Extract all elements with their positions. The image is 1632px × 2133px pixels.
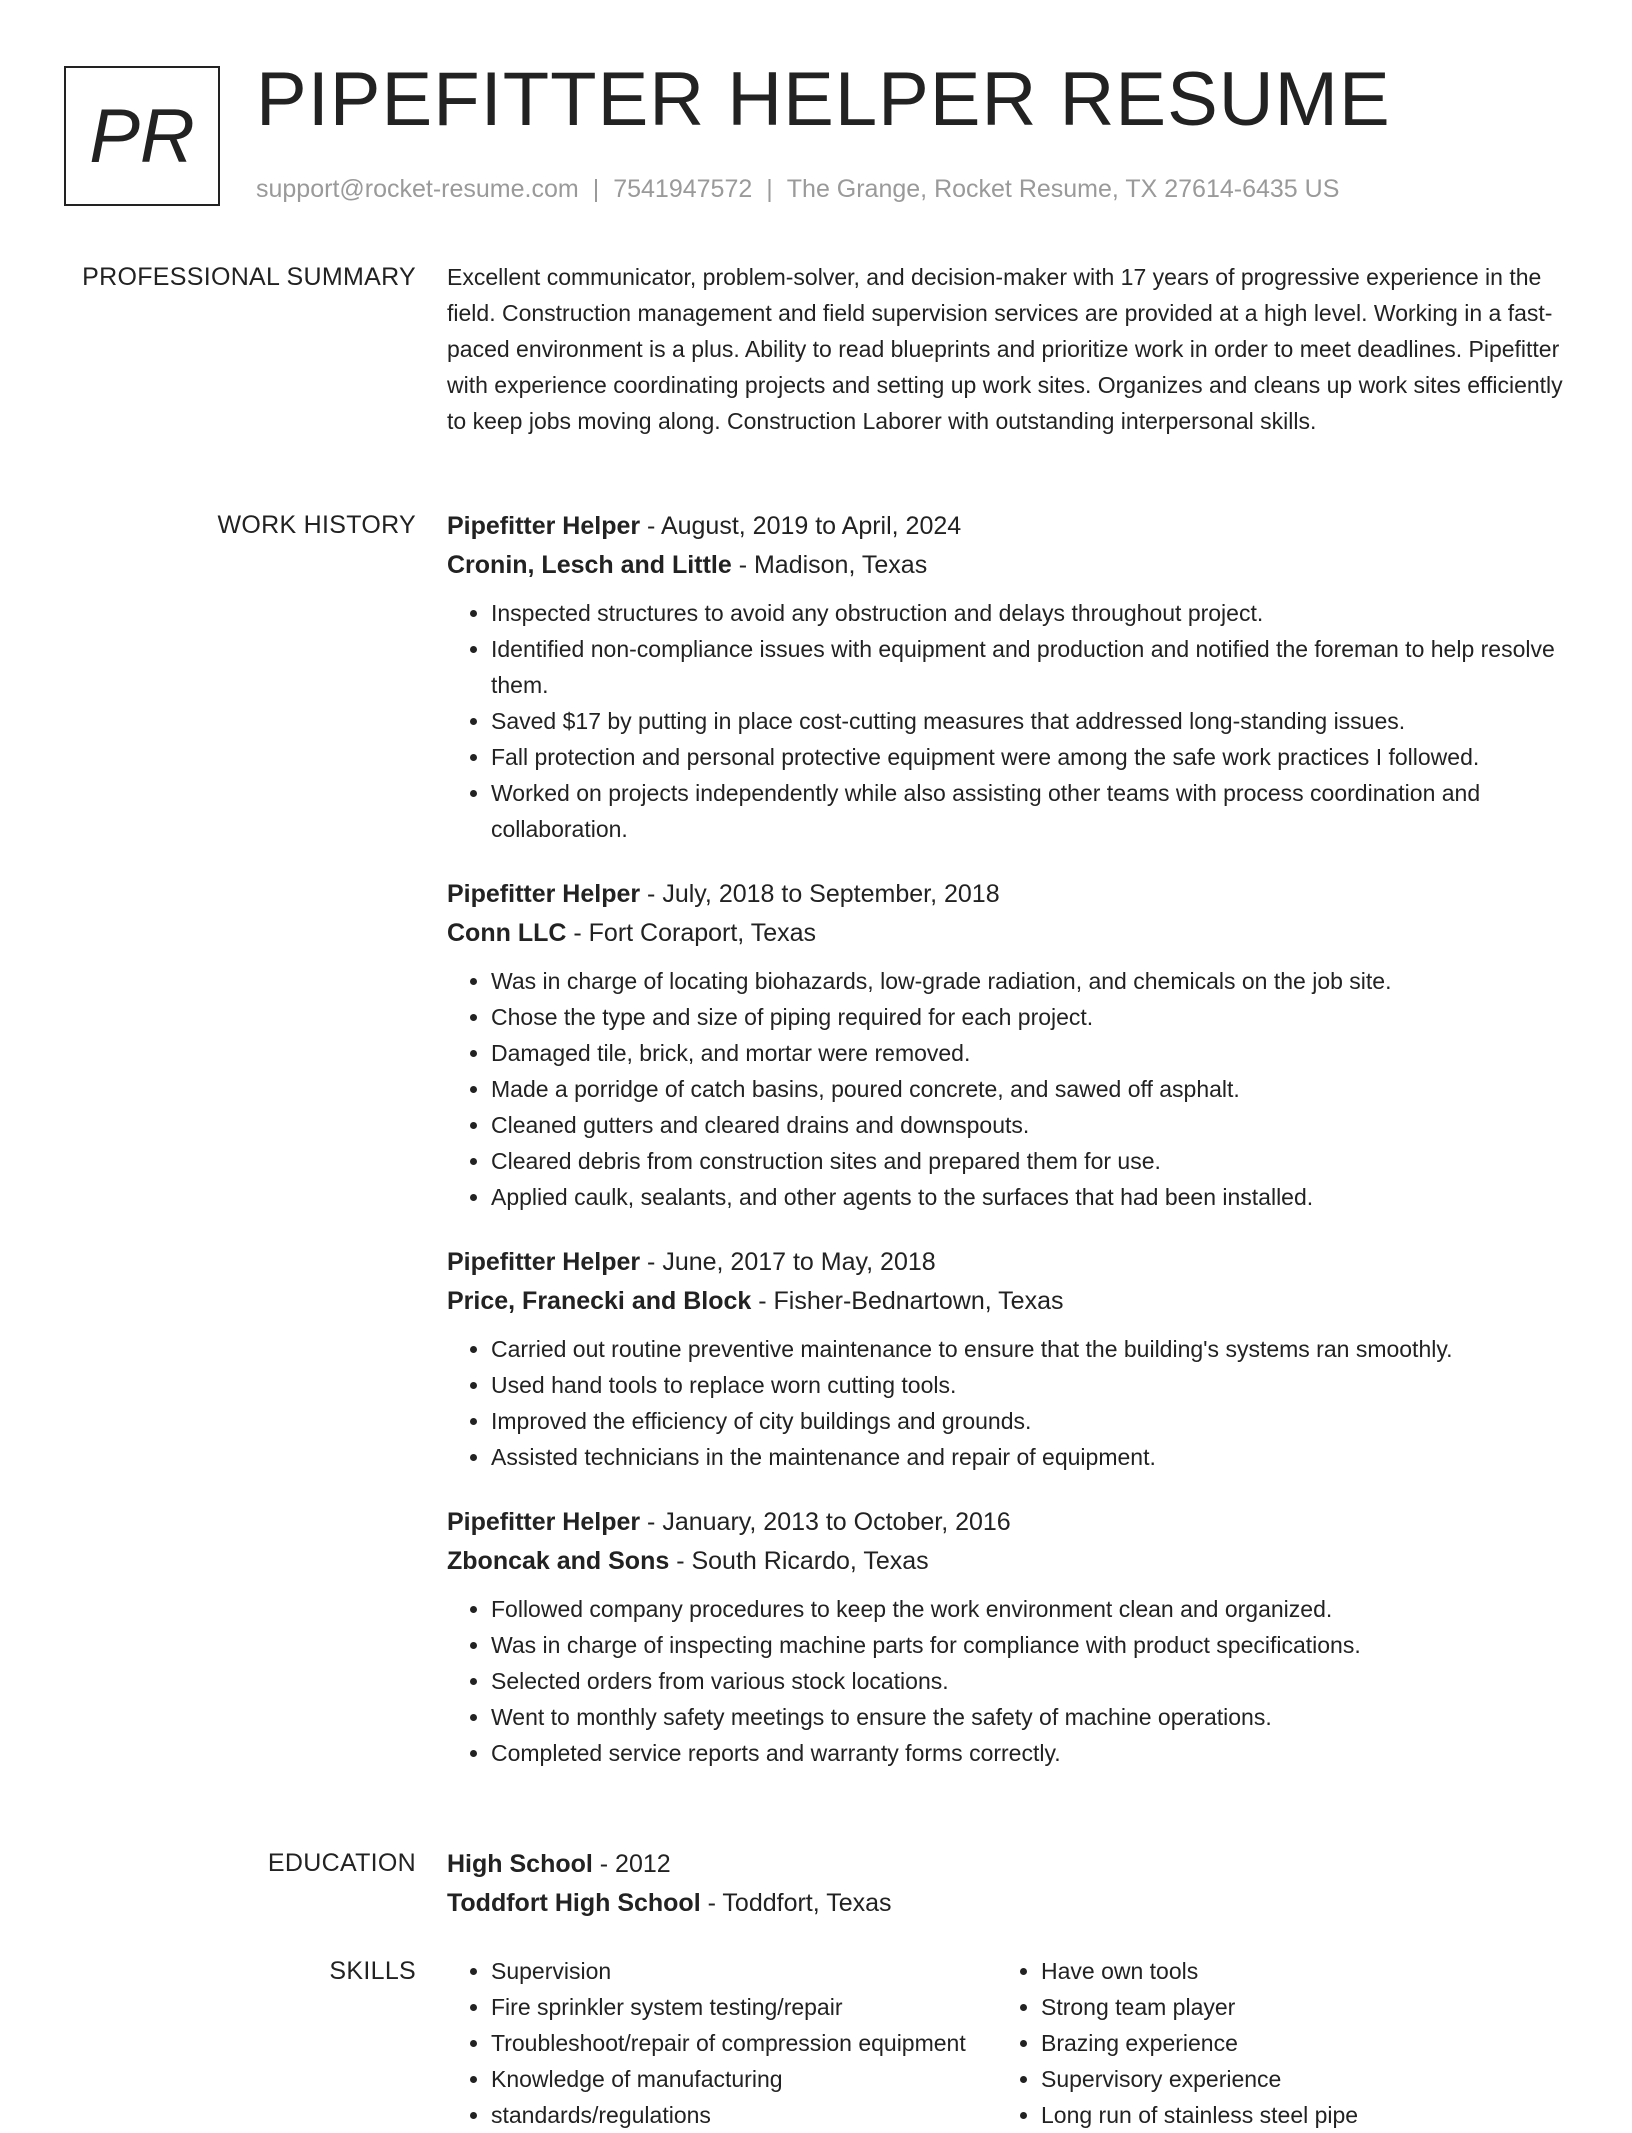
skill-item: • Fire sprinkler system testing/repair bbox=[491, 1989, 997, 2025]
job-duty: • Was in charge of inspecting machine parts for compliance with product specifications. bbox=[491, 1627, 1567, 1663]
contact-separator: | bbox=[592, 175, 600, 203]
work-history-heading: WORK HISTORY bbox=[217, 511, 416, 539]
contact-email[interactable]: support@rocket-resume.com bbox=[256, 175, 579, 203]
skills-columns bbox=[447, 1953, 1567, 2133]
education-school: Toddfort High School bbox=[447, 1889, 701, 1917]
job-duty: • Chose the type and size of piping required for each project. bbox=[491, 999, 1567, 1035]
summary-text: Excellent communicator, problem-solver, and decision-maker with 17 years of progressive experience in the field. Construction management and field supervision services are provided at a high level. Working in a fast-paced environment is a plus. Ability to read blueprints and prioritize work in order to meet deadlines. Pipefitter with experience coordinating projects and setting up work sites. Organizes and cleans up work sites efficiently to keep jobs moving along. Construction Laborer with outstanding interpersonal skills. bbox=[447, 264, 1563, 434]
skills-column-left bbox=[447, 1953, 997, 2133]
monogram-logo: PR bbox=[64, 66, 220, 206]
skill-item: • Brazing experience bbox=[1041, 2025, 1547, 2061]
job-duty: • Improved the efficiency of city buildings and grounds. bbox=[491, 1403, 1567, 1439]
job-company-line bbox=[447, 1282, 1567, 1321]
job-company: Conn LLC bbox=[447, 919, 567, 947]
job-title-line bbox=[447, 1503, 1567, 1542]
job-title-line bbox=[447, 875, 1567, 914]
skill-item: • Knowledge of manufacturing bbox=[491, 2061, 997, 2097]
skill-item: • Strong team player bbox=[1041, 1989, 1547, 2025]
job-title-line bbox=[447, 507, 1567, 546]
job-dates: - June, 2017 to May, 2018 bbox=[640, 1248, 936, 1276]
education-degree-line bbox=[447, 1845, 1567, 1884]
job-duty: • Used hand tools to replace worn cutting tools. bbox=[491, 1367, 1567, 1403]
job-duties bbox=[447, 595, 1567, 847]
job-duty: • Was in charge of locating biohazards, low-grade radiation, and chemicals on the job site. bbox=[491, 963, 1567, 999]
resume-title: PIPEFITTER HELPER RESUME bbox=[256, 57, 1391, 142]
job-duties bbox=[447, 1331, 1567, 1475]
job-duty: • Selected orders from various stock locations. bbox=[491, 1663, 1567, 1699]
job-company-line bbox=[447, 546, 1567, 585]
job-duty: • Cleared debris from construction sites and prepared them for use. bbox=[491, 1143, 1567, 1179]
job-location: - Madison, Texas bbox=[731, 551, 928, 579]
skill-item: • standards/regulations bbox=[491, 2097, 997, 2133]
job-title-line bbox=[447, 1243, 1567, 1282]
job-duty: • Fall protection and personal protective equipment were among the safe work practices I followed. bbox=[491, 739, 1567, 775]
skills-heading: SKILLS bbox=[329, 1957, 416, 1985]
education-year: - 2012 bbox=[592, 1850, 671, 1878]
job-company: Price, Franecki and Block bbox=[447, 1287, 752, 1315]
job-title: Pipefitter Helper bbox=[447, 512, 641, 540]
job-entry bbox=[447, 1503, 1567, 1771]
job-duty: • Worked on projects independently while also assisting other teams with process coordination and collaboration. bbox=[491, 775, 1567, 847]
job-duties bbox=[447, 963, 1567, 1215]
job-entry bbox=[447, 507, 1567, 847]
education-school-line bbox=[447, 1884, 1567, 1923]
job-dates: - August, 2019 to April, 2024 bbox=[640, 512, 962, 540]
contact-line bbox=[256, 175, 1339, 204]
job-location: - Fort Coraport, Texas bbox=[566, 919, 817, 947]
job-duties bbox=[447, 1591, 1567, 1771]
job-duty: • Inspected structures to avoid any obstruction and delays throughout project. bbox=[491, 595, 1567, 631]
skill-item: • Troubleshoot/repair of compression equipment bbox=[491, 2025, 997, 2061]
job-company: Cronin, Lesch and Little bbox=[447, 551, 732, 579]
job-entry bbox=[447, 875, 1567, 1215]
education-location: - Toddfort, Texas bbox=[700, 1889, 892, 1917]
job-company-line bbox=[447, 914, 1567, 953]
job-duty: • Identified non-compliance issues with equipment and production and notified the foreman to help resolve them. bbox=[491, 631, 1567, 703]
job-dates: - January, 2013 to October, 2016 bbox=[640, 1508, 1011, 1536]
job-duty: • Damaged tile, brick, and mortar were removed. bbox=[491, 1035, 1567, 1071]
job-duty: • Saved $17 by putting in place cost-cutting measures that addressed long-standing issues. bbox=[491, 703, 1567, 739]
job-dates: - July, 2018 to September, 2018 bbox=[640, 880, 1000, 908]
job-company: Zboncak and Sons bbox=[447, 1547, 670, 1575]
job-title: Pipefitter Helper bbox=[447, 1248, 641, 1276]
job-duty: • Went to monthly safety meetings to ensure the safety of machine operations. bbox=[491, 1699, 1567, 1735]
contact-address: The Grange, Rocket Resume, TX 27614-6435 US bbox=[786, 175, 1340, 203]
job-location: - Fisher-Bednartown, Texas bbox=[751, 1287, 1064, 1315]
skills-list bbox=[997, 1953, 1547, 2133]
job-duty: • Completed service reports and warranty forms correctly. bbox=[491, 1735, 1567, 1771]
job-duty: • Carried out routine preventive maintenance to ensure that the building's systems ran smoothly. bbox=[491, 1331, 1567, 1367]
job-duty: • Assisted technicians in the maintenance and repair of equipment. bbox=[491, 1439, 1567, 1475]
skills-column-right bbox=[997, 1953, 1547, 2133]
job-title: Pipefitter Helper bbox=[447, 880, 641, 908]
contact-separator: | bbox=[766, 175, 773, 203]
job-company-line bbox=[447, 1542, 1567, 1581]
summary-heading: PROFESSIONAL SUMMARY bbox=[82, 263, 416, 291]
skills-list bbox=[447, 1953, 997, 2133]
education-degree: High School bbox=[447, 1850, 593, 1878]
job-title: Pipefitter Helper bbox=[447, 1508, 641, 1536]
job-entry bbox=[447, 1243, 1567, 1475]
skill-item: • Supervision bbox=[491, 1953, 997, 1989]
skill-item: • Long run of stainless steel pipe bbox=[1041, 2097, 1547, 2133]
job-duty: • Applied caulk, sealants, and other agents to the surfaces that had been installed. bbox=[491, 1179, 1567, 1215]
skill-item: • Supervisory experience bbox=[1041, 2061, 1547, 2097]
job-duty: • Cleaned gutters and cleared drains and downspouts. bbox=[491, 1107, 1567, 1143]
job-duty: • Followed company procedures to keep the work environment clean and organized. bbox=[491, 1591, 1567, 1627]
contact-phone[interactable]: 7541947572 bbox=[613, 175, 753, 203]
education-heading: EDUCATION bbox=[267, 1849, 416, 1877]
job-location: - South Ricardo, Texas bbox=[669, 1547, 929, 1575]
job-duty: • Made a porridge of catch basins, poured concrete, and sawed off asphalt. bbox=[491, 1071, 1567, 1107]
skill-item: • Have own tools bbox=[1041, 1953, 1547, 1989]
